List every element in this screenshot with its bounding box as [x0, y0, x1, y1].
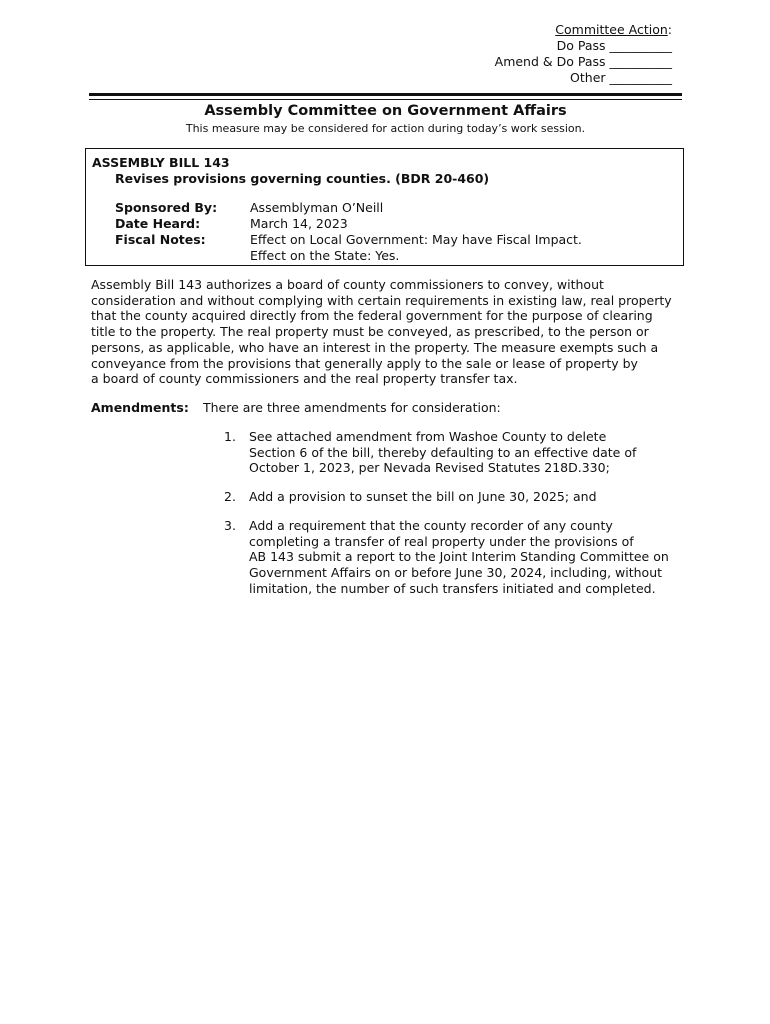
amend-do-pass-line: Amend & Do Pass __________ [494, 54, 672, 69]
amendment-number: 3. [224, 517, 236, 533]
amendment-number: 1. [224, 429, 236, 444]
amendment-number: 2. [224, 489, 236, 505]
amendments-list [224, 429, 669, 609]
amendment-line: limitation, the number of such transfers initiated and completed. [249, 580, 656, 596]
summary-line: Assembly Bill 143 authorizes a board of county commissioners to convey, without [91, 277, 604, 292]
summary-line: a board of county commissioners and the real property transfer tax. [91, 371, 518, 387]
bill-info-box [85, 148, 684, 266]
amendment-item-1 [224, 429, 669, 476]
committee-action-block [495, 22, 672, 86]
amendment-line: Add a provision to sunset the bill on June 30, 2025; and [249, 489, 597, 505]
amendment-line: AB 143 submit a report to the Joint Interim Standing Committee on [249, 549, 669, 565]
amendment-item-3 [224, 518, 669, 597]
sponsor-value: Assemblyman O’Neill [250, 200, 384, 215]
header-rule-thin [89, 99, 682, 100]
date-heard-value: March 14, 2023 [250, 216, 348, 231]
other-line: Other __________ [570, 70, 672, 85]
summary-line: that the county acquired directly from the federal government for the purpose of clearing [91, 308, 653, 324]
summary-line: persons, as applicable, who have an interest in the property. The measure exempts such a [91, 339, 659, 355]
summary-line: title to the property. The real property must be conveyed, as prescribed, to the person or [91, 324, 649, 340]
fiscal-state-value: Effect on the State: Yes. [250, 248, 400, 263]
amendment-item-2 [224, 489, 669, 505]
bill-summary [91, 277, 691, 387]
summary-line: consideration and without complying with certain requirements in existing law, real property [91, 292, 672, 308]
date-heard-label: Date Heard: [115, 216, 201, 231]
amendment-line: See attached amendment from Washoe County to delete [249, 429, 607, 444]
fiscal-notes-label: Fiscal Notes: [115, 232, 206, 247]
amendment-line: completing a transfer of real property under the provisions of [249, 533, 634, 549]
amendments-intro: There are three amendments for consideration: [203, 400, 501, 415]
amendment-line: Section 6 of the bill, thereby defaulting to an effective date of [249, 444, 637, 460]
amendment-line: October 1, 2023, per Nevada Revised Statutes 218D.330; [249, 460, 610, 476]
amendments-label: Amendments: [91, 400, 189, 415]
bill-labels [115, 200, 217, 248]
committee-action-title: Committee Action: [555, 22, 672, 37]
fiscal-local-value: Effect on Local Government: May have Fiscal Impact. [250, 232, 582, 247]
bill-description: Revises provisions governing counties. (BDR 20-460) [115, 171, 490, 186]
amendment-line: Add a requirement that the county recorder of any county [249, 517, 613, 533]
header-rule-thick [89, 93, 682, 96]
summary-line: conveyance from the provisions that generally apply to the sale or lease of property by [91, 355, 638, 371]
do-pass-line: Do Pass __________ [556, 38, 672, 53]
committee-subtitle: This measure may be considered for action during today’s work session. [185, 122, 586, 135]
sponsored-by-label: Sponsored By: [115, 200, 218, 215]
committee-title: Assembly Committee on Government Affairs [204, 103, 567, 119]
bill-number: ASSEMBLY BILL 143 [92, 155, 230, 170]
bill-values [250, 200, 582, 264]
amendment-line: Government Affairs on or before June 30, 2024, including, without [249, 564, 663, 580]
